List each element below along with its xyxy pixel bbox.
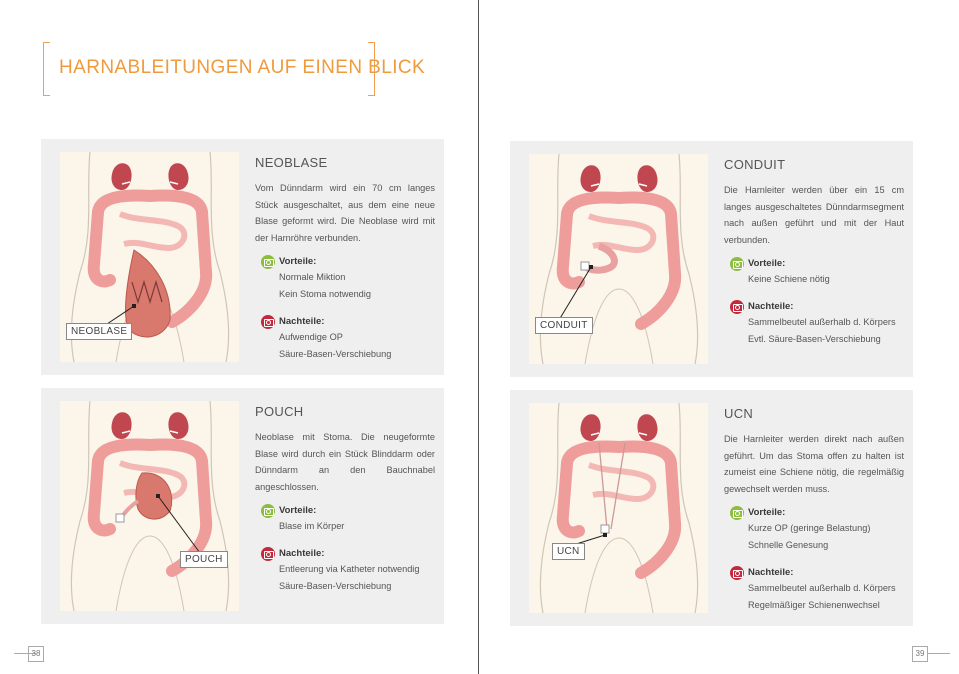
card-title: UCN	[724, 406, 754, 421]
page-number-left-value: 38	[28, 646, 44, 662]
cons-section	[255, 315, 435, 363]
anatomy-illustration	[60, 401, 239, 611]
cons-item: Evtl. Säure-Basen-Verschiebung	[748, 334, 881, 344]
card-text	[724, 157, 904, 348]
camera-icon	[730, 566, 744, 580]
pros-item: Normale Miktion	[279, 272, 346, 282]
card-description: Die Harnleiter werden über ein 15 cm langes ausgeschaltetes Dünndarmsegment nach außen geführt und mit der Haut verbunden.	[724, 185, 904, 245]
cons-item: Entleerung via Katheter notwendig	[279, 564, 420, 574]
cons-label: Nachteile:	[748, 301, 794, 312]
pros-section	[255, 255, 435, 303]
card-description: Neoblase mit Stoma. Die neugeformte Blase wird durch ein Stück Blinddarm oder Dünndarm an den Bauchnabel angeschlossen.	[255, 432, 435, 492]
diagram-callout-label: UCN	[552, 543, 585, 560]
cons-item: Säure-Basen-Verschiebung	[279, 581, 392, 591]
cons-label: Nachteile:	[279, 316, 325, 327]
cons-item: Aufwendige OP	[279, 332, 343, 342]
pros-item: Schnelle Genesung	[748, 540, 829, 550]
card-conduit	[510, 141, 913, 377]
card-title: NEOBLASE	[255, 155, 328, 170]
cons-label: Nachteile:	[748, 567, 794, 578]
pros-label: Vorteile:	[748, 258, 786, 269]
camera-icon	[730, 300, 744, 314]
pros-section	[724, 257, 904, 288]
heading-frame	[43, 42, 426, 94]
pros-item: Keine Schiene nötig	[748, 274, 830, 284]
cons-item: Sammelbeutel außerhalb d. Körpers	[748, 583, 896, 593]
card-text	[724, 406, 904, 614]
camera-icon	[261, 255, 275, 269]
cons-item: Regelmäßiger Schienenwechsel	[748, 600, 880, 610]
pros-label: Vorteile:	[748, 507, 786, 518]
diagram-callout-label: CONDUIT	[535, 317, 593, 334]
pros-label: Vorteile:	[279, 256, 317, 267]
pros-section	[255, 504, 435, 535]
card-text	[255, 155, 435, 363]
camera-icon	[730, 257, 744, 271]
card-title: POUCH	[255, 404, 304, 419]
cons-section	[724, 300, 904, 348]
anatomy-illustration	[529, 403, 708, 613]
card-pouch	[41, 388, 444, 624]
cons-item: Säure-Basen-Verschiebung	[279, 349, 392, 359]
diagram-callout-label: POUCH	[180, 551, 228, 568]
cons-item: Sammelbeutel außerhalb d. Körpers	[748, 317, 896, 327]
card-text	[255, 404, 435, 595]
camera-icon	[261, 315, 275, 329]
cons-section	[255, 547, 435, 595]
anatomy-illustration	[529, 154, 708, 364]
pros-item: Kein Stoma notwendig	[279, 289, 371, 299]
anatomy-illustration	[60, 152, 239, 362]
page-spine	[478, 0, 479, 674]
page-heading: HARNABLEITUNGEN AUF EINEN BLICK	[59, 57, 426, 78]
page-number-right-value: 39	[912, 646, 928, 662]
camera-icon	[261, 547, 275, 561]
camera-icon	[261, 504, 275, 518]
pros-label: Vorteile:	[279, 505, 317, 516]
pros-item: Kurze OP (geringe Belastung)	[748, 523, 871, 533]
diagram-callout-label: NEOBLASE	[66, 323, 132, 340]
pros-section	[724, 506, 904, 554]
pros-item: Blase im Körper	[279, 521, 345, 531]
card-title: CONDUIT	[724, 157, 786, 172]
cons-section	[724, 566, 904, 614]
camera-icon	[730, 506, 744, 520]
card-description: Die Harnleiter werden direkt nach außen geführt. Um das Stoma offen zu halten ist zumeist eine Schiene nötig, die regelmäßig gewechselt werden muss.	[724, 434, 904, 494]
card-description: Vom Dünndarm wird ein 70 cm langes Stück ausgeschaltet, aus dem eine neue Blase geformt wird. Die Neoblase wird mit der Harnröhre verbunden.	[255, 183, 435, 243]
cons-label: Nachteile:	[279, 548, 325, 559]
card-ucn	[510, 390, 913, 626]
bracket-left	[43, 42, 50, 96]
card-neoblase	[41, 139, 444, 375]
